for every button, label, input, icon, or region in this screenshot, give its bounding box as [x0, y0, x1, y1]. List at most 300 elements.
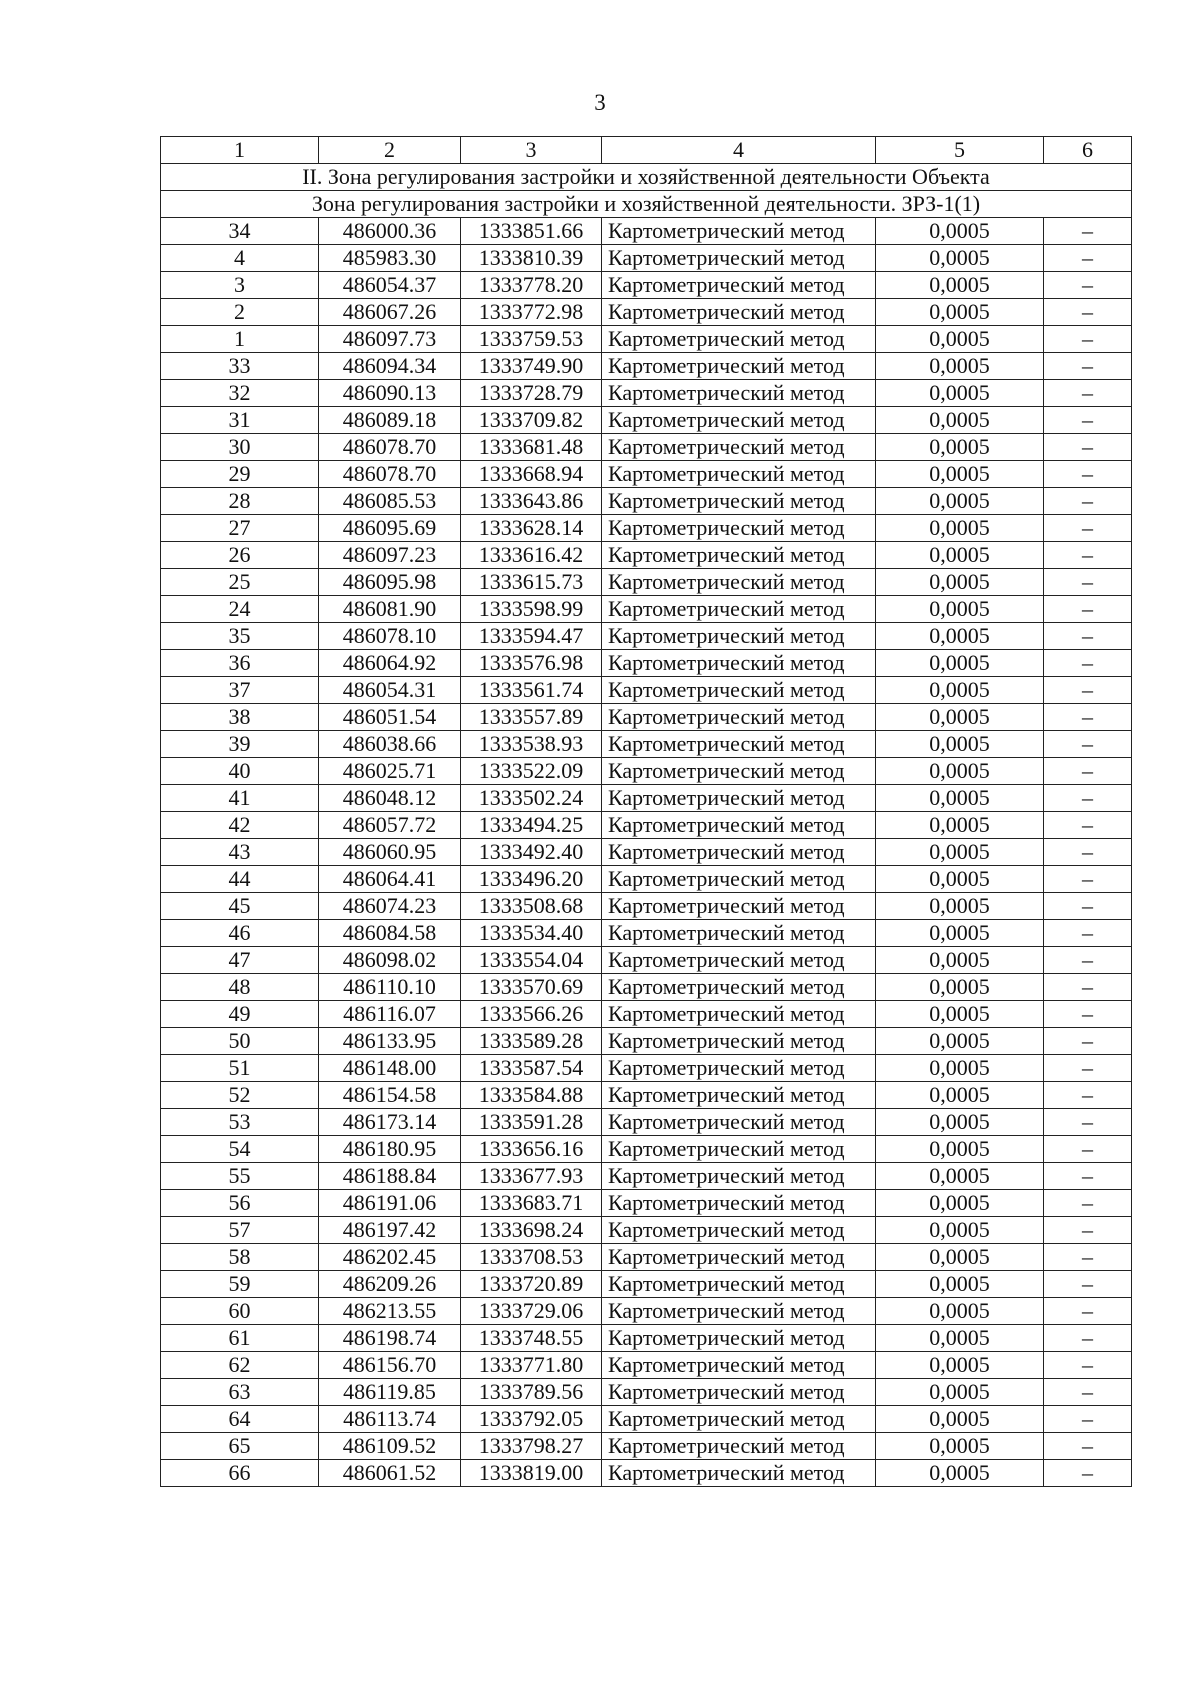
note-cell: – — [1044, 1379, 1132, 1406]
accuracy-cell: 0,0005 — [876, 704, 1044, 731]
x-coordinate-cell: 486078.70 — [319, 461, 461, 488]
x-coordinate-cell: 486116.07 — [319, 1001, 461, 1028]
y-coordinate-cell: 1333561.74 — [461, 677, 602, 704]
point-number-cell: 39 — [161, 731, 319, 758]
accuracy-cell: 0,0005 — [876, 677, 1044, 704]
method-cell: Картометрический метод — [602, 1298, 876, 1325]
point-number-cell: 3 — [161, 272, 319, 299]
accuracy-cell: 0,0005 — [876, 812, 1044, 839]
note-cell: – — [1044, 839, 1132, 866]
accuracy-cell: 0,0005 — [876, 1460, 1044, 1487]
method-cell: Картометрический метод — [602, 1325, 876, 1352]
column-number-cell: 6 — [1044, 137, 1132, 164]
note-cell: – — [1044, 1433, 1132, 1460]
table-row — [161, 920, 1132, 947]
method-cell: Картометрический метод — [602, 1136, 876, 1163]
y-coordinate-cell: 1333643.86 — [461, 488, 602, 515]
note-cell: – — [1044, 1460, 1132, 1487]
y-coordinate-cell: 1333789.56 — [461, 1379, 602, 1406]
method-cell: Картометрический метод — [602, 1109, 876, 1136]
note-cell: – — [1044, 623, 1132, 650]
point-number-cell: 41 — [161, 785, 319, 812]
y-coordinate-cell: 1333557.89 — [461, 704, 602, 731]
y-coordinate-cell: 1333729.06 — [461, 1298, 602, 1325]
point-number-cell: 29 — [161, 461, 319, 488]
method-cell: Картометрический метод — [602, 839, 876, 866]
note-cell: – — [1044, 1001, 1132, 1028]
note-cell: – — [1044, 299, 1132, 326]
note-cell: – — [1044, 1244, 1132, 1271]
method-cell: Картометрический метод — [602, 272, 876, 299]
method-cell: Картометрический метод — [602, 407, 876, 434]
point-number-cell: 38 — [161, 704, 319, 731]
accuracy-cell: 0,0005 — [876, 650, 1044, 677]
table-row — [161, 380, 1132, 407]
point-number-cell: 30 — [161, 434, 319, 461]
point-number-cell: 60 — [161, 1298, 319, 1325]
method-cell: Картометрический метод — [602, 596, 876, 623]
point-number-cell: 35 — [161, 623, 319, 650]
x-coordinate-cell: 486113.74 — [319, 1406, 461, 1433]
x-coordinate-cell: 486156.70 — [319, 1352, 461, 1379]
accuracy-cell: 0,0005 — [876, 299, 1044, 326]
point-number-cell: 54 — [161, 1136, 319, 1163]
method-cell: Картометрический метод — [602, 1244, 876, 1271]
table-row — [161, 461, 1132, 488]
point-number-cell: 37 — [161, 677, 319, 704]
accuracy-cell: 0,0005 — [876, 758, 1044, 785]
x-coordinate-cell: 486064.92 — [319, 650, 461, 677]
column-number-cell: 3 — [461, 137, 602, 164]
y-coordinate-cell: 1333589.28 — [461, 1028, 602, 1055]
y-coordinate-cell: 1333708.53 — [461, 1244, 602, 1271]
method-cell: Картометрический метод — [602, 623, 876, 650]
table-row — [161, 1325, 1132, 1352]
method-cell: Картометрический метод — [602, 542, 876, 569]
accuracy-cell: 0,0005 — [876, 1379, 1044, 1406]
y-coordinate-cell: 1333683.71 — [461, 1190, 602, 1217]
table-row — [161, 650, 1132, 677]
method-cell: Картометрический метод — [602, 1271, 876, 1298]
method-cell: Картометрический метод — [602, 731, 876, 758]
x-coordinate-cell: 486148.00 — [319, 1055, 461, 1082]
note-cell: – — [1044, 1082, 1132, 1109]
method-cell: Картометрический метод — [602, 1028, 876, 1055]
note-cell: – — [1044, 650, 1132, 677]
note-cell: – — [1044, 1271, 1132, 1298]
point-number-cell: 49 — [161, 1001, 319, 1028]
accuracy-cell: 0,0005 — [876, 1055, 1044, 1082]
table-row — [161, 623, 1132, 650]
method-cell: Картометрический метод — [602, 569, 876, 596]
table-row — [161, 1190, 1132, 1217]
table-row — [161, 1109, 1132, 1136]
table-row — [161, 569, 1132, 596]
method-cell: Картометрический метод — [602, 974, 876, 1001]
point-number-cell: 53 — [161, 1109, 319, 1136]
method-cell: Картометрический метод — [602, 218, 876, 245]
point-number-cell: 58 — [161, 1244, 319, 1271]
point-number-cell: 57 — [161, 1217, 319, 1244]
point-number-cell: 56 — [161, 1190, 319, 1217]
table-row — [161, 245, 1132, 272]
y-coordinate-cell: 1333594.47 — [461, 623, 602, 650]
note-cell: – — [1044, 461, 1132, 488]
table-row — [161, 596, 1132, 623]
x-coordinate-cell: 486048.12 — [319, 785, 461, 812]
y-coordinate-cell: 1333792.05 — [461, 1406, 602, 1433]
y-coordinate-cell: 1333496.20 — [461, 866, 602, 893]
method-cell: Картометрический метод — [602, 650, 876, 677]
point-number-cell: 51 — [161, 1055, 319, 1082]
x-coordinate-cell: 486213.55 — [319, 1298, 461, 1325]
x-coordinate-cell: 486054.31 — [319, 677, 461, 704]
note-cell: – — [1044, 758, 1132, 785]
note-cell: – — [1044, 1055, 1132, 1082]
method-cell: Картометрический метод — [602, 1460, 876, 1487]
y-coordinate-cell: 1333798.27 — [461, 1433, 602, 1460]
y-coordinate-cell: 1333709.82 — [461, 407, 602, 434]
accuracy-cell: 0,0005 — [876, 947, 1044, 974]
table-row — [161, 353, 1132, 380]
point-number-cell: 55 — [161, 1163, 319, 1190]
table-row — [161, 893, 1132, 920]
x-coordinate-cell: 486202.45 — [319, 1244, 461, 1271]
point-number-cell: 34 — [161, 218, 319, 245]
y-coordinate-cell: 1333587.54 — [461, 1055, 602, 1082]
note-cell: – — [1044, 272, 1132, 299]
table-row — [161, 488, 1132, 515]
y-coordinate-cell: 1333591.28 — [461, 1109, 602, 1136]
note-cell: – — [1044, 596, 1132, 623]
x-coordinate-cell: 486081.90 — [319, 596, 461, 623]
note-cell: – — [1044, 812, 1132, 839]
note-cell: – — [1044, 947, 1132, 974]
note-cell: – — [1044, 677, 1132, 704]
table-row — [161, 731, 1132, 758]
method-cell: Картометрический метод — [602, 785, 876, 812]
point-number-cell: 64 — [161, 1406, 319, 1433]
note-cell: – — [1044, 515, 1132, 542]
x-coordinate-cell: 486094.34 — [319, 353, 461, 380]
coordinates-table — [160, 136, 1132, 1487]
method-cell: Картометрический метод — [602, 488, 876, 515]
accuracy-cell: 0,0005 — [876, 1217, 1044, 1244]
accuracy-cell: 0,0005 — [876, 623, 1044, 650]
note-cell: – — [1044, 569, 1132, 596]
y-coordinate-cell: 1333576.98 — [461, 650, 602, 677]
note-cell: – — [1044, 1217, 1132, 1244]
table-row — [161, 974, 1132, 1001]
y-coordinate-cell: 1333778.20 — [461, 272, 602, 299]
x-coordinate-cell: 486180.95 — [319, 1136, 461, 1163]
column-number-row — [161, 137, 1132, 164]
table-row — [161, 1244, 1132, 1271]
x-coordinate-cell: 486188.84 — [319, 1163, 461, 1190]
accuracy-cell: 0,0005 — [876, 839, 1044, 866]
point-number-cell: 43 — [161, 839, 319, 866]
note-cell: – — [1044, 974, 1132, 1001]
method-cell: Картометрический метод — [602, 893, 876, 920]
x-coordinate-cell: 486089.18 — [319, 407, 461, 434]
y-coordinate-cell: 1333598.99 — [461, 596, 602, 623]
method-cell: Картометрический метод — [602, 1217, 876, 1244]
y-coordinate-cell: 1333819.00 — [461, 1460, 602, 1487]
point-number-cell: 46 — [161, 920, 319, 947]
point-number-cell: 63 — [161, 1379, 319, 1406]
y-coordinate-cell: 1333566.26 — [461, 1001, 602, 1028]
accuracy-cell: 0,0005 — [876, 1352, 1044, 1379]
point-number-cell: 61 — [161, 1325, 319, 1352]
y-coordinate-cell: 1333728.79 — [461, 380, 602, 407]
method-cell: Картометрический метод — [602, 326, 876, 353]
method-cell: Картометрический метод — [602, 1406, 876, 1433]
x-coordinate-cell: 486000.36 — [319, 218, 461, 245]
accuracy-cell: 0,0005 — [876, 326, 1044, 353]
x-coordinate-cell: 486085.53 — [319, 488, 461, 515]
x-coordinate-cell: 485983.30 — [319, 245, 461, 272]
x-coordinate-cell: 486057.72 — [319, 812, 461, 839]
table-row — [161, 1001, 1132, 1028]
table-row — [161, 1298, 1132, 1325]
point-number-cell: 25 — [161, 569, 319, 596]
accuracy-cell: 0,0005 — [876, 461, 1044, 488]
y-coordinate-cell: 1333851.66 — [461, 218, 602, 245]
note-cell: – — [1044, 542, 1132, 569]
method-cell: Картометрический метод — [602, 866, 876, 893]
point-number-cell: 50 — [161, 1028, 319, 1055]
section-title: II. Зона регулирования застройки и хозяйственной деятельности Объекта — [161, 164, 1132, 191]
table-row — [161, 1163, 1132, 1190]
point-number-cell: 40 — [161, 758, 319, 785]
table-row — [161, 542, 1132, 569]
page-number: 3 — [594, 90, 606, 115]
method-cell: Картометрический метод — [602, 245, 876, 272]
method-cell: Картометрический метод — [602, 1082, 876, 1109]
table-row — [161, 1082, 1132, 1109]
table-row — [161, 704, 1132, 731]
y-coordinate-cell: 1333538.93 — [461, 731, 602, 758]
note-cell: – — [1044, 1325, 1132, 1352]
method-cell: Картометрический метод — [602, 434, 876, 461]
column-number-cell: 2 — [319, 137, 461, 164]
x-coordinate-cell: 486154.58 — [319, 1082, 461, 1109]
table-row — [161, 758, 1132, 785]
y-coordinate-cell: 1333771.80 — [461, 1352, 602, 1379]
method-cell: Картометрический метод — [602, 461, 876, 488]
point-number-cell: 48 — [161, 974, 319, 1001]
point-number-cell: 33 — [161, 353, 319, 380]
accuracy-cell: 0,0005 — [876, 596, 1044, 623]
method-cell: Картометрический метод — [602, 947, 876, 974]
point-number-cell: 44 — [161, 866, 319, 893]
x-coordinate-cell: 486119.85 — [319, 1379, 461, 1406]
method-cell: Картометрический метод — [602, 353, 876, 380]
y-coordinate-cell: 1333656.16 — [461, 1136, 602, 1163]
note-cell: – — [1044, 785, 1132, 812]
y-coordinate-cell: 1333554.04 — [461, 947, 602, 974]
accuracy-cell: 0,0005 — [876, 731, 1044, 758]
x-coordinate-cell: 486191.06 — [319, 1190, 461, 1217]
note-cell: – — [1044, 1109, 1132, 1136]
note-cell: – — [1044, 1136, 1132, 1163]
x-coordinate-cell: 486173.14 — [319, 1109, 461, 1136]
accuracy-cell: 0,0005 — [876, 1163, 1044, 1190]
point-number-cell: 28 — [161, 488, 319, 515]
note-cell: – — [1044, 326, 1132, 353]
accuracy-cell: 0,0005 — [876, 893, 1044, 920]
accuracy-cell: 0,0005 — [876, 380, 1044, 407]
x-coordinate-cell: 486025.71 — [319, 758, 461, 785]
accuracy-cell: 0,0005 — [876, 1244, 1044, 1271]
method-cell: Картометрический метод — [602, 1055, 876, 1082]
column-number-cell: 5 — [876, 137, 1044, 164]
accuracy-cell: 0,0005 — [876, 1001, 1044, 1028]
accuracy-cell: 0,0005 — [876, 1190, 1044, 1217]
table-row — [161, 407, 1132, 434]
note-cell: – — [1044, 434, 1132, 461]
point-number-cell: 59 — [161, 1271, 319, 1298]
y-coordinate-cell: 1333494.25 — [461, 812, 602, 839]
accuracy-cell: 0,0005 — [876, 245, 1044, 272]
note-cell: – — [1044, 1190, 1132, 1217]
point-number-cell: 52 — [161, 1082, 319, 1109]
table-row — [161, 272, 1132, 299]
note-cell: – — [1044, 488, 1132, 515]
table-row — [161, 515, 1132, 542]
x-coordinate-cell: 486061.52 — [319, 1460, 461, 1487]
accuracy-cell: 0,0005 — [876, 218, 1044, 245]
x-coordinate-cell: 486198.74 — [319, 1325, 461, 1352]
method-cell: Картометрический метод — [602, 515, 876, 542]
x-coordinate-cell: 486067.26 — [319, 299, 461, 326]
table-row — [161, 1379, 1132, 1406]
table-row — [161, 812, 1132, 839]
x-coordinate-cell: 486097.23 — [319, 542, 461, 569]
table-row — [161, 839, 1132, 866]
accuracy-cell: 0,0005 — [876, 1271, 1044, 1298]
accuracy-cell: 0,0005 — [876, 920, 1044, 947]
note-cell: – — [1044, 1298, 1132, 1325]
method-cell: Картометрический метод — [602, 1352, 876, 1379]
accuracy-cell: 0,0005 — [876, 488, 1044, 515]
point-number-cell: 47 — [161, 947, 319, 974]
note-cell: – — [1044, 218, 1132, 245]
method-cell: Картометрический метод — [602, 1433, 876, 1460]
y-coordinate-cell: 1333534.40 — [461, 920, 602, 947]
accuracy-cell: 0,0005 — [876, 353, 1044, 380]
table-row — [161, 1406, 1132, 1433]
point-number-cell: 66 — [161, 1460, 319, 1487]
accuracy-cell: 0,0005 — [876, 542, 1044, 569]
y-coordinate-cell: 1333698.24 — [461, 1217, 602, 1244]
method-cell: Картометрический метод — [602, 812, 876, 839]
note-cell: – — [1044, 245, 1132, 272]
y-coordinate-cell: 1333749.90 — [461, 353, 602, 380]
point-number-cell: 45 — [161, 893, 319, 920]
table-row — [161, 1433, 1132, 1460]
x-coordinate-cell: 486078.70 — [319, 434, 461, 461]
x-coordinate-cell: 486209.26 — [319, 1271, 461, 1298]
accuracy-cell: 0,0005 — [876, 1406, 1044, 1433]
accuracy-cell: 0,0005 — [876, 272, 1044, 299]
subsection-title-row — [161, 191, 1132, 218]
table-row — [161, 677, 1132, 704]
x-coordinate-cell: 486095.98 — [319, 569, 461, 596]
y-coordinate-cell: 1333522.09 — [461, 758, 602, 785]
table-row — [161, 299, 1132, 326]
accuracy-cell: 0,0005 — [876, 1433, 1044, 1460]
table-row — [161, 434, 1132, 461]
x-coordinate-cell: 486090.13 — [319, 380, 461, 407]
note-cell: – — [1044, 1406, 1132, 1433]
note-cell: – — [1044, 407, 1132, 434]
subsection-title: Зона регулирования застройки и хозяйственной деятельности. ЗРЗ-1(1) — [161, 191, 1132, 218]
note-cell: – — [1044, 866, 1132, 893]
y-coordinate-cell: 1333615.73 — [461, 569, 602, 596]
x-coordinate-cell: 486038.66 — [319, 731, 461, 758]
table-row — [161, 1271, 1132, 1298]
column-number-cell: 1 — [161, 137, 319, 164]
y-coordinate-cell: 1333584.88 — [461, 1082, 602, 1109]
method-cell: Картометрический метод — [602, 758, 876, 785]
x-coordinate-cell: 486109.52 — [319, 1433, 461, 1460]
y-coordinate-cell: 1333677.93 — [461, 1163, 602, 1190]
x-coordinate-cell: 486133.95 — [319, 1028, 461, 1055]
y-coordinate-cell: 1333502.24 — [461, 785, 602, 812]
point-number-cell: 36 — [161, 650, 319, 677]
x-coordinate-cell: 486097.73 — [319, 326, 461, 353]
y-coordinate-cell: 1333668.94 — [461, 461, 602, 488]
point-number-cell: 1 — [161, 326, 319, 353]
table-row — [161, 218, 1132, 245]
y-coordinate-cell: 1333810.39 — [461, 245, 602, 272]
x-coordinate-cell: 486197.42 — [319, 1217, 461, 1244]
y-coordinate-cell: 1333748.55 — [461, 1325, 602, 1352]
accuracy-cell: 0,0005 — [876, 1325, 1044, 1352]
y-coordinate-cell: 1333759.53 — [461, 326, 602, 353]
table-row — [161, 326, 1132, 353]
y-coordinate-cell: 1333492.40 — [461, 839, 602, 866]
accuracy-cell: 0,0005 — [876, 515, 1044, 542]
accuracy-cell: 0,0005 — [876, 1109, 1044, 1136]
method-cell: Картометрический метод — [602, 299, 876, 326]
y-coordinate-cell: 1333508.68 — [461, 893, 602, 920]
x-coordinate-cell: 486060.95 — [319, 839, 461, 866]
table-row — [161, 866, 1132, 893]
point-number-cell: 32 — [161, 380, 319, 407]
note-cell: – — [1044, 1028, 1132, 1055]
accuracy-cell: 0,0005 — [876, 866, 1044, 893]
x-coordinate-cell: 486054.37 — [319, 272, 461, 299]
point-number-cell: 26 — [161, 542, 319, 569]
column-number-cell: 4 — [602, 137, 876, 164]
y-coordinate-cell: 1333570.69 — [461, 974, 602, 1001]
accuracy-cell: 0,0005 — [876, 1028, 1044, 1055]
table-row — [161, 1028, 1132, 1055]
point-number-cell: 62 — [161, 1352, 319, 1379]
accuracy-cell: 0,0005 — [876, 569, 1044, 596]
method-cell: Картометрический метод — [602, 1163, 876, 1190]
table-row — [161, 1352, 1132, 1379]
point-number-cell: 24 — [161, 596, 319, 623]
section-title-row — [161, 164, 1132, 191]
y-coordinate-cell: 1333628.14 — [461, 515, 602, 542]
table-row — [161, 785, 1132, 812]
table-row — [161, 1055, 1132, 1082]
note-cell: – — [1044, 380, 1132, 407]
method-cell: Картометрический метод — [602, 677, 876, 704]
